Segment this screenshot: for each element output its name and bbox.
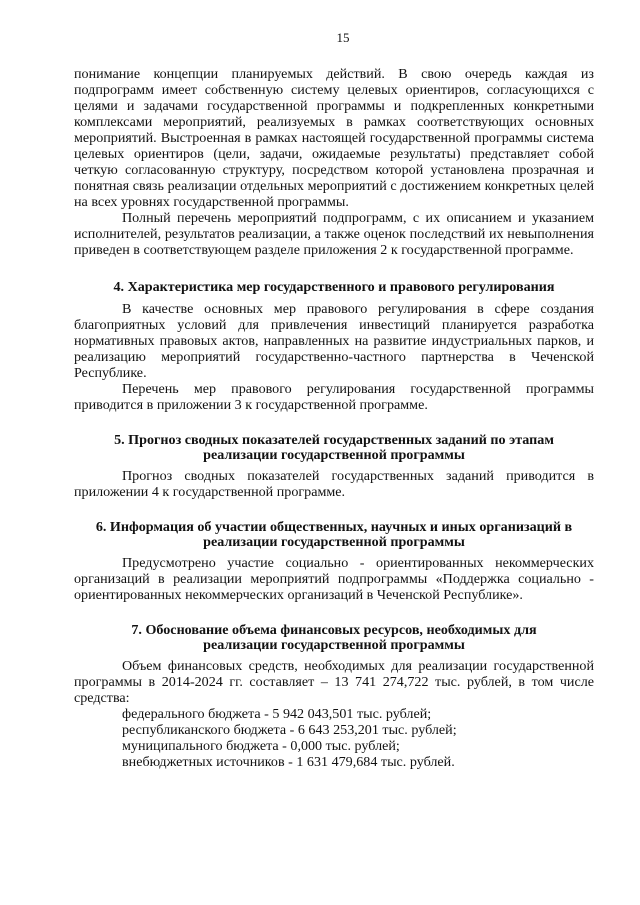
section-5-paragraph-1: Прогноз сводных показателей государственных заданий приводится в приложении 4 к государственной программе. — [74, 468, 594, 500]
intro-paragraph-2: Полный перечень мероприятий подпрограмм, с их описанием и указанием исполнителей, результатов реализации, а также оценок последствий их невыполнения приведен в соответствующем разделе приложения 2 к государственной программе. — [74, 210, 594, 258]
funding-extrabudgetary: внебюджетных источников - 1 631 479,684 тыс. рублей. — [122, 754, 455, 770]
funding-federal: федерального бюджета - 5 942 043,501 тыс. рублей; — [122, 706, 432, 722]
section-4-paragraph-1: В качестве основных мер правового регулирования в сфере создания благоприятных условий для привлечения инвестиций планируется разработка нормативных правовых актов, направленных на развитие индустриальных парков, и реализацию мероприятий государственно-частного партнерства в Чеченской Республике. — [74, 301, 594, 381]
section-7-heading: 7. Обоснование объема финансовых ресурсов, необходимых для реализации государственной программы — [131, 622, 537, 653]
intro-paragraph-1: понимание концепции планируемых действий. В свою очередь каждая из подпрограмм имеет собственную систему целевых ориентиров, согласующихся с целями и задачами государственной программы и подкрепленных конкретными комплексами мероприятий, реализуемых в рамках соответствующих основных мероприятий. Выстроенная в рамках настоящей государственной программы система целевых ориентиров (цели, задачи, ожидаемые результаты) представляет собой четкую согласованную структуру, посредством которой установлена прозрачная и понятная связь реализации отдельных мероприятий с достижением конкретных целей на всех уровнях государственной программы. — [74, 66, 594, 210]
funding-municipal: муниципального бюджета - 0,000 тыс. рублей; — [122, 738, 400, 754]
document-page — [74, 30, 594, 770]
section-6-paragraph-1: Предусмотрено участие социально - ориентированных некоммерческих организаций в реализации мероприятий подпрограммы «Поддержка социально - ориентированных некоммерческих организаций в Чеченской Республике». — [74, 555, 594, 603]
section-7-paragraph-1: Объем финансовых средств, необходимых для реализации государственной программы в 2014-2024 гг. составляет – 13 741 274,722 тыс. рублей, в том числе средства: — [74, 658, 594, 706]
page-number: 15 — [336, 30, 350, 45]
funding-republican: республиканского бюджета - 6 643 253,201 тыс. рублей; — [122, 722, 457, 738]
section-4-paragraph-2: Перечень мер правового регулирования государственной программы приводится в приложении 3 к государственной программе. — [74, 381, 594, 413]
section-5-heading: 5. Прогноз сводных показателей государственных заданий по этапам реализации государственной программы — [114, 432, 554, 463]
section-4-heading: 4. Характеристика мер государственного и правового регулирования — [113, 279, 555, 295]
section-6-heading: 6. Информация об участии общественных, научных и иных организаций в реализации государственной программы — [95, 519, 573, 550]
